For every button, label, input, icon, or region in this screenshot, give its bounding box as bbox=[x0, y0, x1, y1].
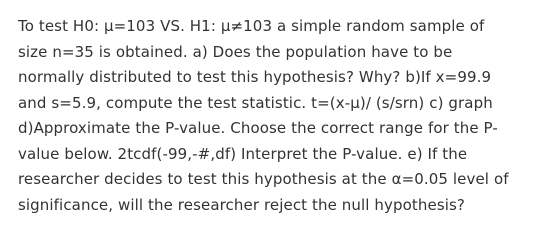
question-text: To test H0: μ=103 VS. H1: μ≠103 a simple random sample of size n=35 is obtained. a) Does the population have to be normally distributed to test this hypothesis? Why? b)If x=99.9 and s=5.9, compute the test statistic. t=(x-μ)/ (s/srn) c) graph d)Approximate the P-value. Choose the correct range for the P- value below. 2tcdf(-99,-#,df) Interpret the P-value. e) If the researcher decides to test this hypothesis at the α=0.05 level of significance, will the researcher reject the null hypothesis? bbox=[18, 17, 509, 214]
question-container bbox=[18, 14, 546, 218]
